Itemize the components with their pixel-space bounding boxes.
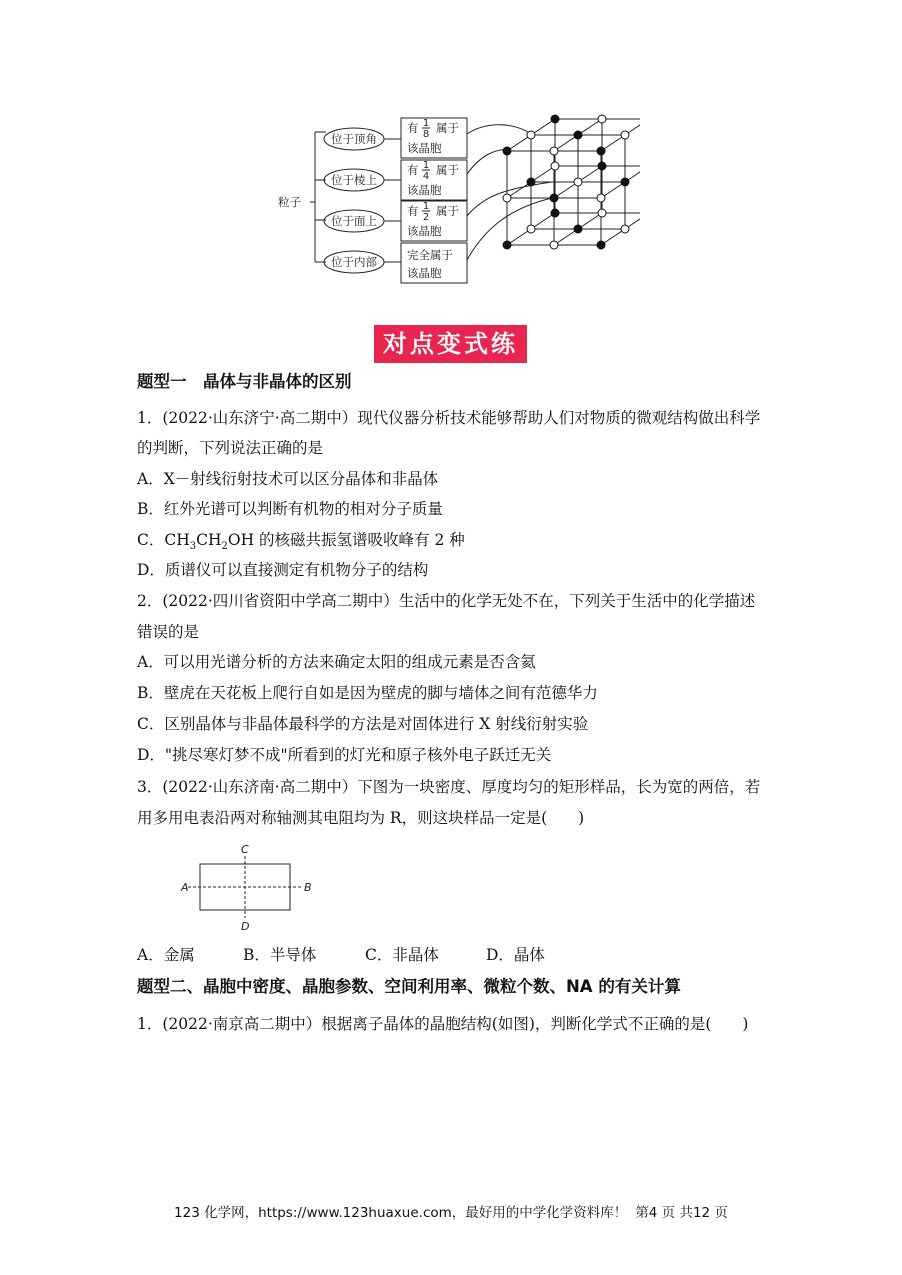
rectangle-sample-figure [175, 840, 325, 935]
section-heading: 题型一 晶体与非晶体的区别 [137, 372, 352, 391]
svg-text:有: 有 [407, 121, 419, 135]
svg-text:C: C [241, 843, 249, 856]
svg-text:该晶胞: 该晶胞 [407, 266, 442, 280]
option-d: D．质谱仪可以直接测定有机物分子的结构 [137, 561, 429, 579]
svg-text:属于: 属于 [436, 121, 459, 135]
position-label: 位于棱上 [331, 173, 377, 187]
filled-particle [597, 241, 605, 249]
crystal-cell-figure [270, 108, 640, 288]
option-c: C．$CH_3CH_2OH$ 的核磁共振氢谱吸收峰有 2 种 [137, 531, 465, 553]
question-text: 3．(2022·山东济南·高二期中）下图为一块密度、厚度均匀的矩形样品，长为宽的两倍，若 [137, 778, 761, 796]
svg-text:有: 有 [407, 163, 419, 177]
open-particle [597, 194, 605, 202]
svg-text:2: 2 [422, 212, 430, 223]
svg-text:D: D [241, 920, 250, 933]
filled-particle [503, 147, 511, 155]
open-particle [621, 131, 629, 139]
filled-particle [598, 162, 606, 170]
filled-particle [503, 241, 511, 249]
option-a: A．可以用光谱分析的方法来确定太阳的组成元素是否含氦 [137, 653, 536, 671]
svg-text:1: 1 [422, 201, 430, 212]
filled-particle [550, 194, 558, 202]
svg-text:属于: 属于 [436, 163, 459, 177]
filled-particle [597, 147, 605, 155]
question-text: 2．(2022·四川省资阳中学高二期中）生活中的化学无处不在，下列关于生活中的化学描述 [137, 592, 756, 610]
svg-text:1: 1 [422, 118, 430, 129]
question-text: 1．(2022·南京高二期中）根据离子晶体的晶胞结构(如图)，判断化学式不正确的是( ) [137, 1015, 749, 1033]
footer-page-number: 第4 页 共12 页 [635, 1205, 728, 1221]
svg-text:该晶胞: 该晶胞 [407, 183, 442, 197]
open-particle [574, 178, 582, 186]
option-a: A．金属 [137, 946, 195, 964]
svg-text:该晶胞: 该晶胞 [407, 141, 442, 155]
open-particle [621, 225, 629, 233]
open-particle [550, 241, 558, 249]
open-particle [503, 194, 511, 202]
svg-text:该晶胞: 该晶胞 [407, 224, 442, 238]
filled-particle [551, 115, 559, 123]
svg-text:8: 8 [422, 129, 430, 140]
filled-particle [621, 178, 629, 186]
question-text: 1．(2022·山东济宁·高二期中）现代仪器分析技术能够帮助人们对物质的微观结构做出科学 [137, 409, 761, 427]
option-b: B．红外光谱可以判断有机物的相对分子质量 [137, 500, 443, 518]
svg-text:1: 1 [422, 160, 430, 171]
page-footer [0, 1201, 902, 1221]
filled-particle [574, 131, 582, 139]
open-particle [598, 209, 606, 217]
svg-text:B: B [304, 881, 312, 894]
section-banner: 对点变式练 [374, 325, 527, 363]
filled-particle [574, 225, 582, 233]
footer-site: 123 化学网，https://www.123huaxue.com，最好用的中学化学资料库！ [174, 1205, 628, 1221]
section-heading: 题型二、晶胞中密度、晶胞参数、空间利用率、微粒个数、NA 的有关计算 [137, 977, 681, 996]
option-c: C．区别晶体与非晶体最科学的方法是对固体进行 X 射线衍射实验 [137, 715, 589, 733]
filled-particle [551, 209, 559, 217]
svg-text:属于: 属于 [436, 204, 459, 218]
position-label: 位于内部 [331, 255, 377, 269]
open-particle [527, 131, 535, 139]
filled-particle [527, 178, 535, 186]
svg-text:A: A [181, 881, 189, 894]
open-particle [551, 162, 559, 170]
option-c: C．非晶体 [365, 946, 439, 964]
svg-text:有: 有 [407, 204, 419, 218]
option-b: B．壁虎在天花板上爬行自如是因为壁虎的脚与墙体之间有范德华力 [137, 684, 598, 702]
open-particle [527, 225, 535, 233]
svg-text:完全属于: 完全属于 [407, 248, 453, 262]
option-d: D．"挑尽寒灯梦不成"所看到的灯光和原子核外电子跃迁无关 [137, 746, 552, 764]
option-a: A．X－射线衍射技术可以区分晶体和非晶体 [137, 470, 439, 488]
option-b: B．半导体 [243, 946, 317, 964]
open-particle [598, 115, 606, 123]
root-label: 粒子 [278, 195, 301, 209]
open-particle [550, 147, 558, 155]
option-d: D．晶体 [486, 946, 545, 964]
question-text: 的判断，下列说法正确的是 [137, 439, 324, 457]
position-label: 位于顶角 [331, 132, 377, 146]
svg-text:4: 4 [422, 171, 430, 182]
question-text: 错误的是 [137, 623, 200, 641]
question-text: 用多用电表沿两对称轴测其电阻均为 R，则这块样品一定是( ) [137, 809, 585, 827]
cubic-lattice [503, 115, 640, 249]
position-label: 位于面上 [331, 214, 377, 228]
